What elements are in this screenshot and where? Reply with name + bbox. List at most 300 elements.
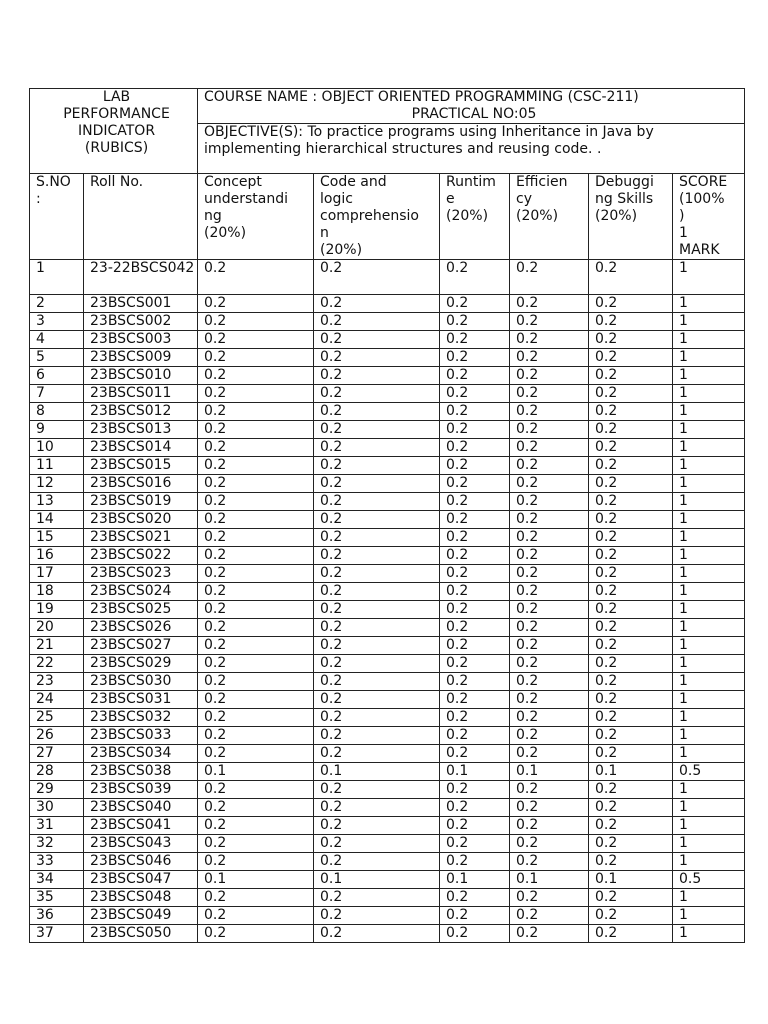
col-header-line: Runtim — [446, 174, 496, 190]
cell-concept: 0.2 — [198, 367, 314, 385]
cell-efficiency: 0.2 — [510, 313, 589, 331]
cell-debugging: 0.2 — [589, 781, 673, 799]
cell-sno: 24 — [30, 691, 84, 709]
cell-runtime: 0.2 — [440, 907, 510, 925]
cell-runtime: 0.2 — [440, 349, 510, 367]
cell-concept: 0.2 — [198, 457, 314, 475]
cell-sno: 1 — [30, 260, 84, 295]
cell-code: 0.2 — [314, 421, 440, 439]
cell-code: 0.2 — [314, 493, 440, 511]
cell-concept: 0.2 — [198, 403, 314, 421]
cell-efficiency: 0.2 — [510, 925, 589, 943]
cell-code: 0.2 — [314, 439, 440, 457]
col-header-line: ng Skills — [595, 191, 654, 207]
cell-runtime: 0.2 — [440, 817, 510, 835]
cell-runtime: 0.2 — [440, 583, 510, 601]
cell-score: 1 — [673, 529, 745, 547]
cell-concept: 0.2 — [198, 691, 314, 709]
cell-concept: 0.2 — [198, 565, 314, 583]
cell-score: 1 — [673, 475, 745, 493]
cell-debugging: 0.2 — [589, 295, 673, 313]
cell-concept: 0.2 — [198, 853, 314, 871]
cell-efficiency: 0.2 — [510, 853, 589, 871]
cell-roll: 23BSCS012 — [84, 403, 198, 421]
cell-sno: 21 — [30, 637, 84, 655]
cell-sno: 19 — [30, 601, 84, 619]
cell-sno: 36 — [30, 907, 84, 925]
cell-roll: 23BSCS047 — [84, 871, 198, 889]
cell-roll: 23BSCS023 — [84, 565, 198, 583]
cell-debugging: 0.2 — [589, 403, 673, 421]
table-row — [30, 439, 745, 457]
cell-debugging: 0.2 — [589, 889, 673, 907]
cell-efficiency: 0.2 — [510, 637, 589, 655]
cell-roll: 23BSCS030 — [84, 673, 198, 691]
cell-concept: 0.2 — [198, 295, 314, 313]
table-row — [30, 565, 745, 583]
cell-sno: 30 — [30, 799, 84, 817]
col-header-code — [314, 174, 440, 260]
cell-debugging: 0.2 — [589, 565, 673, 583]
cell-code: 0.1 — [314, 763, 440, 781]
cell-roll: 23BSCS048 — [84, 889, 198, 907]
col-header-score — [673, 174, 745, 260]
cell-efficiency: 0.2 — [510, 799, 589, 817]
table-row — [30, 655, 745, 673]
cell-code: 0.2 — [314, 619, 440, 637]
cell-concept: 0.2 — [198, 511, 314, 529]
cell-code: 0.2 — [314, 313, 440, 331]
table-row — [30, 295, 745, 313]
cell-sno: 12 — [30, 475, 84, 493]
cell-sno: 11 — [30, 457, 84, 475]
col-header-line: comprehensio — [320, 208, 419, 224]
cell-debugging: 0.2 — [589, 260, 673, 295]
cell-roll: 23-22BSCS042 — [84, 260, 198, 295]
cell-code: 0.2 — [314, 655, 440, 673]
col-header-line: Code and — [320, 174, 387, 190]
col-header-line: SCORE — [679, 174, 728, 190]
cell-code: 0.2 — [314, 637, 440, 655]
cell-code: 0.2 — [314, 727, 440, 745]
cell-debugging: 0.2 — [589, 619, 673, 637]
cell-sno: 32 — [30, 835, 84, 853]
cell-concept: 0.2 — [198, 421, 314, 439]
cell-roll: 23BSCS050 — [84, 925, 198, 943]
cell-code: 0.2 — [314, 853, 440, 871]
col-header-line: n — [320, 225, 329, 241]
col-header-line: Debuggi — [595, 174, 654, 190]
table-row — [30, 385, 745, 403]
cell-runtime: 0.2 — [440, 529, 510, 547]
cell-efficiency: 0.2 — [510, 547, 589, 565]
practical-number: PRACTICAL NO:05 — [411, 106, 537, 122]
table-row — [30, 907, 745, 925]
cell-runtime: 0.1 — [440, 871, 510, 889]
course-cell — [198, 89, 745, 124]
cell-debugging: 0.2 — [589, 745, 673, 763]
cell-roll: 23BSCS009 — [84, 349, 198, 367]
cell-runtime: 0.2 — [440, 475, 510, 493]
cell-sno: 4 — [30, 331, 84, 349]
cell-roll: 23BSCS034 — [84, 745, 198, 763]
course-name: COURSE NAME : OBJECT ORIENTED PROGRAMMING (CSC-211) — [204, 89, 639, 105]
cell-debugging: 0.2 — [589, 439, 673, 457]
objective-cell — [198, 124, 745, 174]
cell-code: 0.1 — [314, 871, 440, 889]
cell-roll: 23BSCS038 — [84, 763, 198, 781]
cell-runtime: 0.2 — [440, 691, 510, 709]
col-header-line: MARK — [679, 242, 720, 258]
cell-code: 0.2 — [314, 511, 440, 529]
table-row — [30, 421, 745, 439]
cell-code: 0.2 — [314, 781, 440, 799]
cell-debugging: 0.2 — [589, 349, 673, 367]
cell-concept: 0.2 — [198, 817, 314, 835]
cell-runtime: 0.2 — [440, 439, 510, 457]
cell-score: 1 — [673, 655, 745, 673]
cell-sno: 25 — [30, 709, 84, 727]
lab-indicator-cell — [30, 89, 198, 174]
cell-sno: 18 — [30, 583, 84, 601]
cell-debugging: 0.2 — [589, 421, 673, 439]
col-header-concept — [198, 174, 314, 260]
cell-sno: 26 — [30, 727, 84, 745]
cell-sno: 10 — [30, 439, 84, 457]
cell-concept: 0.2 — [198, 475, 314, 493]
lab-indicator-line: PERFORMANCE — [63, 106, 170, 122]
cell-sno: 6 — [30, 367, 84, 385]
cell-concept: 0.2 — [198, 331, 314, 349]
cell-efficiency: 0.2 — [510, 331, 589, 349]
cell-efficiency: 0.2 — [510, 385, 589, 403]
cell-runtime: 0.2 — [440, 619, 510, 637]
cell-code: 0.2 — [314, 745, 440, 763]
cell-efficiency: 0.2 — [510, 583, 589, 601]
cell-runtime: 0.2 — [440, 547, 510, 565]
cell-sno: 29 — [30, 781, 84, 799]
cell-sno: 3 — [30, 313, 84, 331]
col-header-line: cy — [516, 191, 532, 207]
cell-runtime: 0.2 — [440, 727, 510, 745]
cell-score: 1 — [673, 781, 745, 799]
cell-code: 0.2 — [314, 547, 440, 565]
cell-debugging: 0.2 — [589, 457, 673, 475]
cell-score: 0.5 — [673, 871, 745, 889]
cell-runtime: 0.2 — [440, 835, 510, 853]
cell-debugging: 0.2 — [589, 727, 673, 745]
cell-concept: 0.2 — [198, 925, 314, 943]
cell-efficiency: 0.2 — [510, 727, 589, 745]
table-row — [30, 709, 745, 727]
cell-sno: 13 — [30, 493, 84, 511]
table-row — [30, 475, 745, 493]
cell-roll: 23BSCS016 — [84, 475, 198, 493]
cell-runtime: 0.2 — [440, 781, 510, 799]
cell-sno: 17 — [30, 565, 84, 583]
cell-code: 0.2 — [314, 331, 440, 349]
cell-concept: 0.2 — [198, 529, 314, 547]
cell-code: 0.2 — [314, 835, 440, 853]
objective-line-2: implementing hierarchical structures and reusing code. . — [204, 141, 602, 157]
col-header-line: (100% — [679, 191, 725, 207]
cell-score: 1 — [673, 457, 745, 475]
table-row — [30, 260, 745, 295]
cell-debugging: 0.2 — [589, 853, 673, 871]
cell-debugging: 0.2 — [589, 583, 673, 601]
cell-concept: 0.2 — [198, 547, 314, 565]
cell-sno: 7 — [30, 385, 84, 403]
cell-roll: 23BSCS026 — [84, 619, 198, 637]
cell-runtime: 0.2 — [440, 925, 510, 943]
cell-efficiency: 0.2 — [510, 835, 589, 853]
table-row — [30, 367, 745, 385]
cell-sno: 27 — [30, 745, 84, 763]
col-header-line: logic — [320, 191, 353, 207]
cell-score: 1 — [673, 331, 745, 349]
cell-code: 0.2 — [314, 565, 440, 583]
cell-sno: 23 — [30, 673, 84, 691]
table-row — [30, 547, 745, 565]
cell-concept: 0.2 — [198, 439, 314, 457]
cell-score: 1 — [673, 907, 745, 925]
cell-roll: 23BSCS011 — [84, 385, 198, 403]
cell-debugging: 0.2 — [589, 529, 673, 547]
table-row — [30, 781, 745, 799]
cell-debugging: 0.2 — [589, 835, 673, 853]
cell-concept: 0.2 — [198, 619, 314, 637]
cell-roll: 23BSCS027 — [84, 637, 198, 655]
cell-concept: 0.2 — [198, 799, 314, 817]
cell-sno: 14 — [30, 511, 84, 529]
cell-sno: 22 — [30, 655, 84, 673]
cell-runtime: 0.2 — [440, 637, 510, 655]
table-row — [30, 673, 745, 691]
cell-runtime: 0.2 — [440, 853, 510, 871]
cell-runtime: 0.2 — [440, 601, 510, 619]
cell-efficiency: 0.2 — [510, 889, 589, 907]
cell-concept: 0.2 — [198, 745, 314, 763]
cell-debugging: 0.2 — [589, 691, 673, 709]
cell-efficiency: 0.1 — [510, 871, 589, 889]
cell-runtime: 0.2 — [440, 385, 510, 403]
cell-sno: 2 — [30, 295, 84, 313]
cell-score: 1 — [673, 385, 745, 403]
cell-runtime: 0.2 — [440, 313, 510, 331]
table-row — [30, 763, 745, 781]
table-row — [30, 853, 745, 871]
cell-concept: 0.2 — [198, 583, 314, 601]
cell-code: 0.2 — [314, 295, 440, 313]
cell-runtime: 0.2 — [440, 493, 510, 511]
cell-code: 0.2 — [314, 367, 440, 385]
col-header-debugging — [589, 174, 673, 260]
col-header-line: : — [36, 191, 41, 207]
cell-score: 1 — [673, 925, 745, 943]
cell-score: 1 — [673, 349, 745, 367]
cell-debugging: 0.2 — [589, 493, 673, 511]
cell-runtime: 0.2 — [440, 421, 510, 439]
cell-debugging: 0.2 — [589, 313, 673, 331]
cell-code: 0.2 — [314, 889, 440, 907]
cell-debugging: 0.2 — [589, 709, 673, 727]
cell-sno: 28 — [30, 763, 84, 781]
cell-runtime: 0.2 — [440, 457, 510, 475]
cell-score: 1 — [673, 565, 745, 583]
cell-roll: 23BSCS020 — [84, 511, 198, 529]
cell-score: 1 — [673, 709, 745, 727]
cell-roll: 23BSCS046 — [84, 853, 198, 871]
cell-runtime: 0.2 — [440, 260, 510, 295]
col-header-line: Efficien — [516, 174, 568, 190]
col-header-efficiency — [510, 174, 589, 260]
cell-code: 0.2 — [314, 349, 440, 367]
cell-efficiency: 0.2 — [510, 475, 589, 493]
table-row — [30, 691, 745, 709]
cell-score: 1 — [673, 511, 745, 529]
cell-score: 1 — [673, 313, 745, 331]
cell-debugging: 0.2 — [589, 799, 673, 817]
cell-roll: 23BSCS032 — [84, 709, 198, 727]
cell-efficiency: 0.2 — [510, 619, 589, 637]
cell-roll: 23BSCS002 — [84, 313, 198, 331]
table-row — [30, 601, 745, 619]
cell-runtime: 0.2 — [440, 403, 510, 421]
cell-score: 1 — [673, 727, 745, 745]
cell-score: 1 — [673, 260, 745, 295]
table-row — [30, 619, 745, 637]
table-row — [30, 871, 745, 889]
cell-runtime: 0.2 — [440, 655, 510, 673]
cell-efficiency: 0.2 — [510, 565, 589, 583]
cell-roll: 23BSCS015 — [84, 457, 198, 475]
cell-score: 1 — [673, 799, 745, 817]
cell-efficiency: 0.2 — [510, 691, 589, 709]
column-header-row — [30, 174, 745, 260]
cell-concept: 0.2 — [198, 907, 314, 925]
cell-score: 1 — [673, 295, 745, 313]
lab-indicator-line: (RUBICS) — [84, 140, 149, 156]
cell-score: 1 — [673, 421, 745, 439]
cell-debugging: 0.1 — [589, 871, 673, 889]
cell-score: 1 — [673, 493, 745, 511]
cell-runtime: 0.2 — [440, 799, 510, 817]
col-header-line: (20%) — [595, 208, 638, 224]
cell-sno: 35 — [30, 889, 84, 907]
cell-runtime: 0.2 — [440, 745, 510, 763]
cell-roll: 23BSCS043 — [84, 835, 198, 853]
table-row — [30, 745, 745, 763]
cell-sno: 20 — [30, 619, 84, 637]
cell-score: 1 — [673, 889, 745, 907]
table-row — [30, 637, 745, 655]
cell-roll: 23BSCS013 — [84, 421, 198, 439]
cell-sno: 16 — [30, 547, 84, 565]
cell-concept: 0.2 — [198, 385, 314, 403]
cell-efficiency: 0.2 — [510, 260, 589, 295]
cell-score: 1 — [673, 691, 745, 709]
cell-efficiency: 0.2 — [510, 493, 589, 511]
cell-code: 0.2 — [314, 457, 440, 475]
table-row — [30, 817, 745, 835]
cell-efficiency: 0.2 — [510, 511, 589, 529]
cell-score: 1 — [673, 439, 745, 457]
cell-concept: 0.2 — [198, 493, 314, 511]
cell-concept: 0.2 — [198, 835, 314, 853]
cell-concept: 0.2 — [198, 673, 314, 691]
cell-debugging: 0.2 — [589, 367, 673, 385]
cell-runtime: 0.2 — [440, 889, 510, 907]
cell-efficiency: 0.2 — [510, 673, 589, 691]
cell-sno: 5 — [30, 349, 84, 367]
cell-sno: 33 — [30, 853, 84, 871]
cell-runtime: 0.2 — [440, 367, 510, 385]
cell-efficiency: 0.2 — [510, 709, 589, 727]
cell-efficiency: 0.2 — [510, 421, 589, 439]
cell-roll: 23BSCS014 — [84, 439, 198, 457]
cell-debugging: 0.2 — [589, 673, 673, 691]
cell-efficiency: 0.1 — [510, 763, 589, 781]
cell-debugging: 0.2 — [589, 475, 673, 493]
cell-score: 1 — [673, 601, 745, 619]
cell-runtime: 0.2 — [440, 709, 510, 727]
col-header-line: (20%) — [446, 208, 489, 224]
cell-debugging: 0.1 — [589, 763, 673, 781]
cell-concept: 0.2 — [198, 889, 314, 907]
cell-debugging: 0.2 — [589, 601, 673, 619]
table-row — [30, 727, 745, 745]
table-row — [30, 799, 745, 817]
cell-runtime: 0.2 — [440, 331, 510, 349]
cell-roll: 23BSCS024 — [84, 583, 198, 601]
cell-efficiency: 0.2 — [510, 403, 589, 421]
cell-debugging: 0.2 — [589, 547, 673, 565]
cell-score: 1 — [673, 637, 745, 655]
table-row — [30, 835, 745, 853]
cell-score: 1 — [673, 583, 745, 601]
cell-score: 1 — [673, 673, 745, 691]
cell-code: 0.2 — [314, 907, 440, 925]
cell-sno: 8 — [30, 403, 84, 421]
cell-code: 0.2 — [314, 583, 440, 601]
cell-roll: 23BSCS021 — [84, 529, 198, 547]
cell-sno: 37 — [30, 925, 84, 943]
objective-line-1: OBJECTIVE(S): To practice programs using Inheritance in Java by — [204, 124, 654, 140]
cell-roll: 23BSCS029 — [84, 655, 198, 673]
cell-sno: 15 — [30, 529, 84, 547]
table-row — [30, 313, 745, 331]
lab-indicator-line: LAB — [102, 89, 131, 105]
cell-efficiency: 0.2 — [510, 781, 589, 799]
cell-concept: 0.2 — [198, 313, 314, 331]
cell-code: 0.2 — [314, 403, 440, 421]
cell-concept: 0.2 — [198, 727, 314, 745]
col-header-line: ng — [204, 208, 222, 224]
cell-roll: 23BSCS041 — [84, 817, 198, 835]
cell-debugging: 0.2 — [589, 331, 673, 349]
cell-score: 1 — [673, 403, 745, 421]
cell-concept: 0.2 — [198, 637, 314, 655]
table-row — [30, 457, 745, 475]
cell-efficiency: 0.2 — [510, 529, 589, 547]
cell-roll: 23BSCS033 — [84, 727, 198, 745]
cell-debugging: 0.2 — [589, 655, 673, 673]
cell-score: 1 — [673, 547, 745, 565]
cell-score: 1 — [673, 853, 745, 871]
cell-code: 0.2 — [314, 475, 440, 493]
cell-efficiency: 0.2 — [510, 349, 589, 367]
cell-efficiency: 0.2 — [510, 367, 589, 385]
